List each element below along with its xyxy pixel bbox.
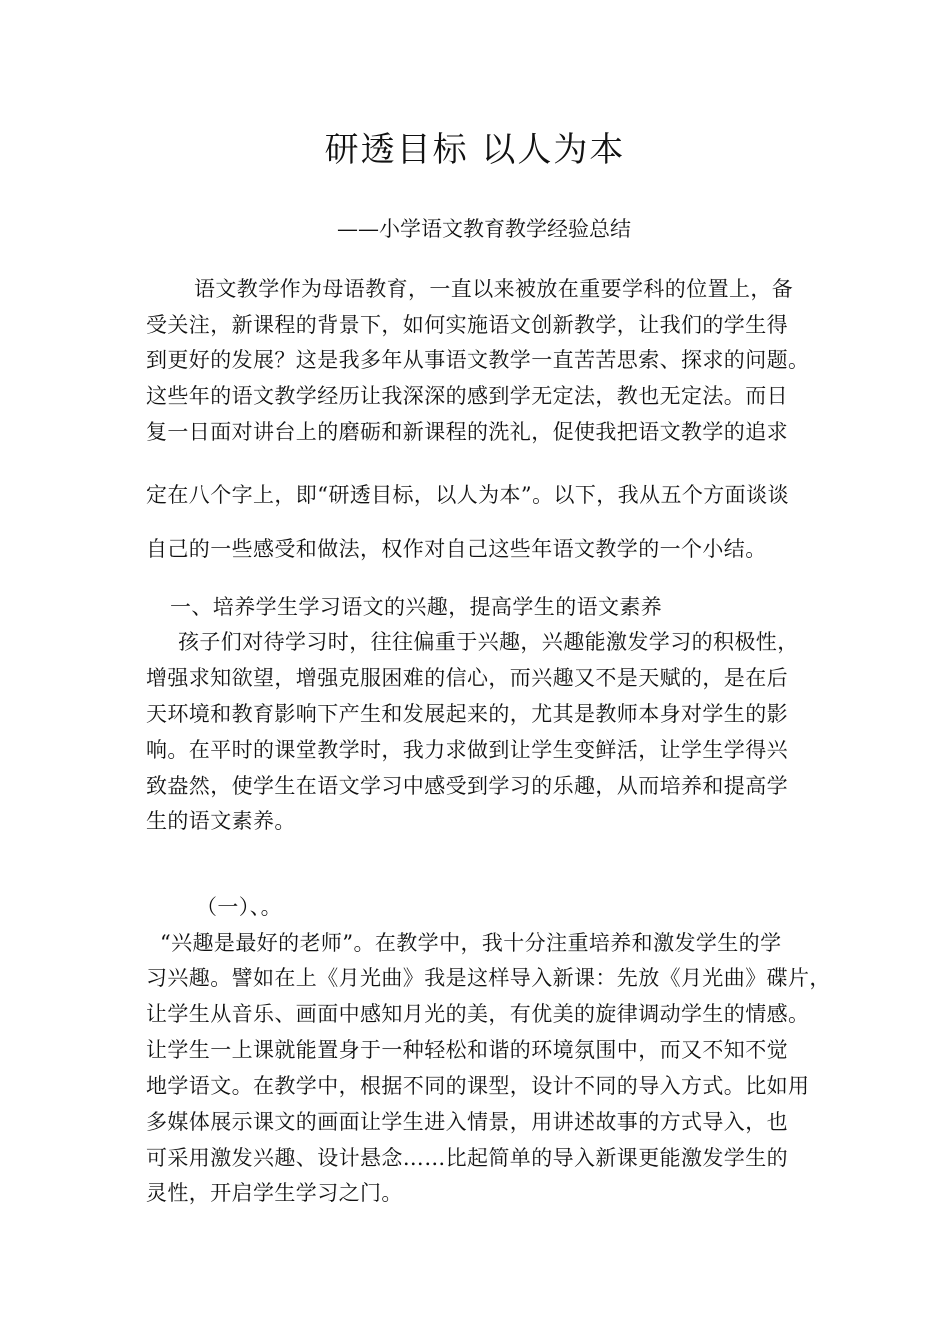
subsection-line: “兴趣是最好的老师”。在教学中，我十分注重培养和激发学生的学 xyxy=(160,931,782,955)
document-subtitle: ——小学语文教育教学经验总结 xyxy=(337,217,631,241)
intro-line: 这些年的语文教学经历让我深深的感到学无定法，教也无定法。而日 xyxy=(146,384,788,408)
intro-line: 到更好的发展？这是我多年从事语文教学一直苦苦思索、探求的问题。 xyxy=(146,348,810,372)
subsection-line: 多媒体展示课文的画面让学生进入情景，用讲述故事的方式导入，也 xyxy=(146,1110,788,1134)
intro-line: 定在八个字上，即“研透目标，以人为本”。以下，我从五个方面谈谈 xyxy=(146,483,789,507)
subsection-line: 地学语文。在教学中，根据不同的课型，设计不同的导入方式。比如用 xyxy=(146,1074,810,1098)
intro-line: 语文教学作为母语教育，一直以来被放在重要学科的位置上，备 xyxy=(194,277,794,301)
subsection-line: 让学生一上课就能置身于一种轻松和谐的环境氛围中，而又不知不觉 xyxy=(146,1038,788,1062)
section-line: 响。在平时的课堂教学时，我力求做到让学生变鲜活，让学生学得兴 xyxy=(146,738,788,762)
document-title: 研透目标 以人为本 xyxy=(324,130,626,170)
subsection-line: 习兴趣。譬如在上《月光曲》我是这样导入新课：先放《月光曲》碟片， xyxy=(146,966,831,990)
subsection-line: 可采用激发兴趣、设计悬念……比起简单的导入新课更能激发学生的 xyxy=(146,1146,788,1170)
intro-line: 受关注，新课程的背景下，如何实施语文创新教学，让我们的学生得 xyxy=(146,313,788,337)
section-line: 致盎然，使学生在语文学习中感受到学习的乐趣，从而培养和提高学 xyxy=(146,774,788,798)
section-line: 生的语文素养。 xyxy=(146,809,296,833)
section-line: 天环境和教育影响下产生和发展起来的，尤其是教师本身对学生的影 xyxy=(146,702,788,726)
subsection-line: 灵性，开启学生学习之门。 xyxy=(146,1181,403,1205)
intro-line: 复一日面对讲台上的磨砺和新课程的洗礼，促使我把语文教学的追求 xyxy=(146,420,788,444)
section-heading: 一、培养学生学习语文的兴趣，提高学生的语文素养 xyxy=(170,595,663,619)
section-line: 孩子们对待学习时，往往偏重于兴趣，兴趣能激发学习的积极性， xyxy=(178,630,799,654)
subsection-heading: （一）、。 xyxy=(196,895,282,919)
subsection-line: 让学生从音乐、画面中感知月光的美，有优美的旋律调动学生的情感。 xyxy=(146,1002,810,1026)
intro-line: 自己的一些感受和做法，权作对自己这些年语文教学的一个小结。 xyxy=(146,537,767,561)
section-line: 增强求知欲望，增强克服困难的信心，而兴趣又不是天赋的，是在后 xyxy=(146,666,788,690)
